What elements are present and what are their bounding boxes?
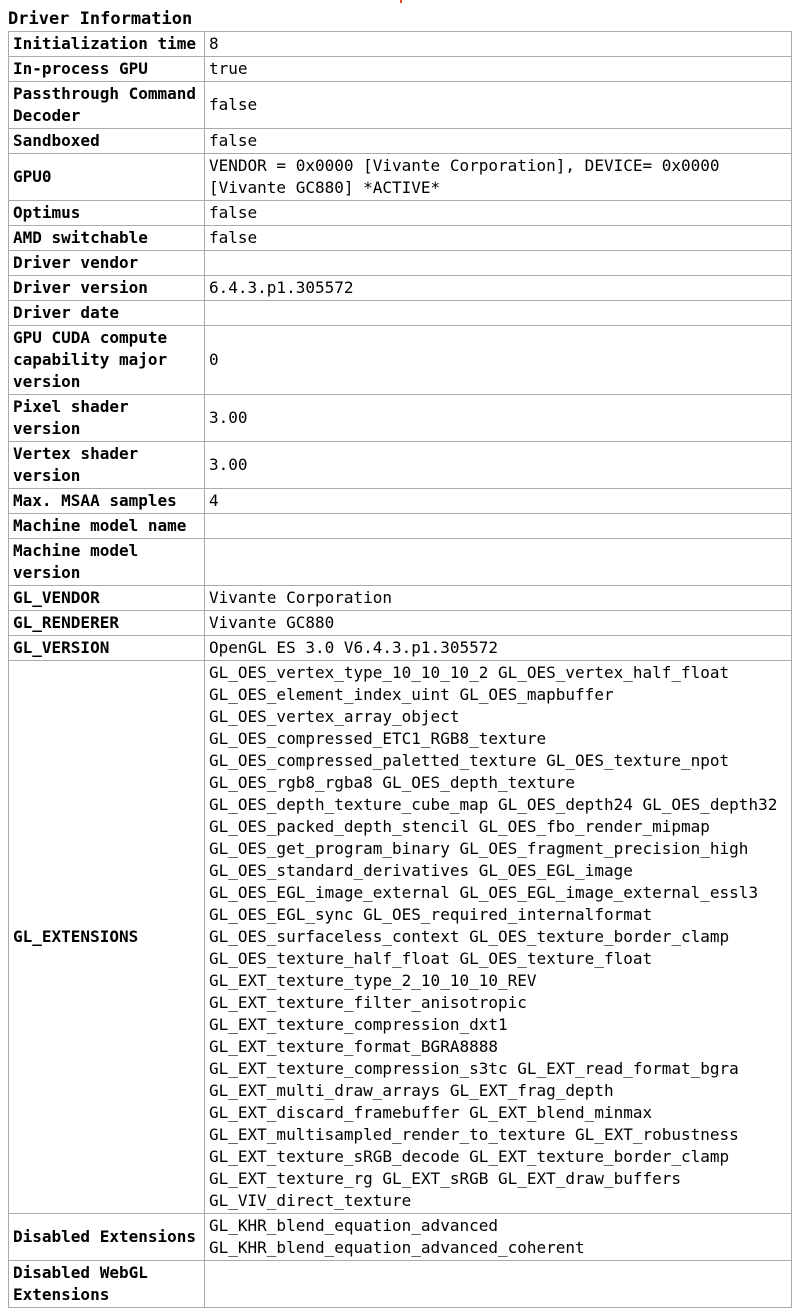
extension-entry: GL_EXT_texture_compression_dxt1	[209, 1015, 508, 1034]
row-key: GPU0	[9, 154, 205, 201]
row-value: true	[205, 57, 792, 82]
row-value	[205, 301, 792, 326]
extension-entry: GL_OES_compressed_paletted_texture GL_OES_texture_npot	[209, 751, 730, 770]
table-row	[9, 276, 792, 301]
row-value: VENDOR = 0x0000 [Vivante Corporation], DEVICE= 0x0000 [Vivante GC880] *ACTIVE*	[205, 154, 792, 201]
row-key: Max. MSAA samples	[9, 489, 205, 514]
table-row	[9, 82, 792, 129]
extension-entry: GL_KHR_blend_equation_advanced	[209, 1216, 498, 1235]
table-row	[9, 586, 792, 611]
extension-entry: GL_OES_EGL_image_external GL_OES_EGL_image_external_essl3	[209, 883, 759, 902]
row-key: Driver vendor	[9, 251, 205, 276]
row-key: GL_EXTENSIONS	[9, 661, 205, 1214]
row-value: 8	[205, 32, 792, 57]
table-row	[9, 611, 792, 636]
row-value: Vivante Corporation	[205, 586, 792, 611]
extension-entry: GL_OES_get_program_binary GL_OES_fragment_precision_high	[209, 839, 749, 858]
extension-entry: GL_EXT_discard_framebuffer GL_EXT_blend_minmax	[209, 1103, 653, 1122]
table-row	[9, 395, 792, 442]
row-value: false	[205, 82, 792, 129]
gl-extensions-list	[205, 661, 792, 1214]
row-value	[205, 251, 792, 276]
extension-entry: GL_OES_packed_depth_stencil GL_OES_fbo_render_mipmap	[209, 817, 710, 836]
extension-entry: GL_KHR_blend_equation_advanced_coherent	[209, 1238, 585, 1257]
row-key: GL_RENDERER	[9, 611, 205, 636]
row-value: 3.00	[205, 395, 792, 442]
extension-entry: GL_EXT_multisampled_render_to_texture GL_EXT_robustness	[209, 1125, 739, 1144]
row-value: 4	[205, 489, 792, 514]
extension-entry: GL_EXT_texture_type_2_10_10_10_REV	[209, 971, 537, 990]
extension-entry: GL_OES_vertex_type_10_10_10_2 GL_OES_vertex_half_float	[209, 663, 730, 682]
row-key: GPU CUDA compute capability major version	[9, 326, 205, 395]
extension-entry: GL_EXT_texture_format_BGRA8888	[209, 1037, 498, 1056]
table-row	[9, 442, 792, 489]
row-key: Driver date	[9, 301, 205, 326]
row-key: Machine model version	[9, 539, 205, 586]
extension-entry: GL_EXT_texture_rg GL_EXT_sRGB GL_EXT_draw_buffers	[209, 1169, 682, 1188]
extension-entry: GL_VIV_direct_texture	[209, 1191, 412, 1210]
table-row	[9, 514, 792, 539]
page-title: Driver Information	[8, 9, 193, 29]
table-row-disabled-webgl	[9, 1261, 792, 1308]
row-key: Disabled Extensions	[9, 1214, 205, 1261]
row-key: Disabled WebGL Extensions	[9, 1261, 205, 1308]
table-row	[9, 251, 792, 276]
extension-entry: GL_OES_element_index_uint GL_OES_mapbuffer	[209, 685, 614, 704]
row-key: AMD switchable	[9, 226, 205, 251]
table-row	[9, 226, 792, 251]
table-row-gl-extensions	[9, 661, 792, 1214]
extension-entry: GL_EXT_texture_compression_s3tc GL_EXT_read_format_bgra	[209, 1059, 739, 1078]
extension-entry: GL_OES_surfaceless_context GL_OES_texture_border_clamp	[209, 927, 730, 946]
table-row	[9, 57, 792, 82]
extension-entry: GL_OES_EGL_sync GL_OES_required_internalformat	[209, 905, 653, 924]
driver-info-table	[8, 31, 792, 1308]
extension-entry: GL_OES_standard_derivatives GL_OES_EGL_image	[209, 861, 633, 880]
row-key: Initialization time	[9, 32, 205, 57]
table-row	[9, 326, 792, 395]
table-row	[9, 489, 792, 514]
row-value: Vivante GC880	[205, 611, 792, 636]
row-value: 6.4.3.p1.305572	[205, 276, 792, 301]
table-row	[9, 301, 792, 326]
row-key: GL_VERSION	[9, 636, 205, 661]
extension-entry: GL_OES_depth_texture_cube_map GL_OES_depth24 GL_OES_depth32	[209, 795, 778, 814]
row-value	[205, 1261, 792, 1308]
row-key: Optimus	[9, 201, 205, 226]
row-key: Machine model name	[9, 514, 205, 539]
row-key: GL_VENDOR	[9, 586, 205, 611]
row-value: 3.00	[205, 442, 792, 489]
row-key: Passthrough Command Decoder	[9, 82, 205, 129]
table-row-disabled-extensions	[9, 1214, 792, 1261]
row-key: Sandboxed	[9, 129, 205, 154]
row-key: Vertex shader version	[9, 442, 205, 489]
disabled-extensions-list	[205, 1214, 792, 1261]
top-indicator-mark	[400, 0, 402, 3]
row-key: In-process GPU	[9, 57, 205, 82]
extension-entry: GL_OES_compressed_ETC1_RGB8_texture	[209, 729, 547, 748]
extension-entry: GL_EXT_multi_draw_arrays GL_EXT_frag_depth	[209, 1081, 614, 1100]
driver-info-body	[9, 32, 792, 1308]
row-value: false	[205, 201, 792, 226]
row-key: Pixel shader version	[9, 395, 205, 442]
table-row	[9, 32, 792, 57]
extension-entry: GL_EXT_texture_sRGB_decode GL_EXT_texture_border_clamp	[209, 1147, 730, 1166]
extension-entry: GL_OES_texture_half_float GL_OES_texture_float	[209, 949, 653, 968]
table-row	[9, 129, 792, 154]
row-value	[205, 539, 792, 586]
table-row	[9, 154, 792, 201]
table-row	[9, 539, 792, 586]
extension-entry: GL_OES_vertex_array_object	[209, 707, 460, 726]
table-row	[9, 636, 792, 661]
row-value: OpenGL ES 3.0 V6.4.3.p1.305572	[205, 636, 792, 661]
row-key: Driver version	[9, 276, 205, 301]
row-value	[205, 514, 792, 539]
row-value: 0	[205, 326, 792, 395]
extension-entry: GL_OES_rgb8_rgba8 GL_OES_depth_texture	[209, 773, 576, 792]
table-row	[9, 201, 792, 226]
extension-entry: GL_EXT_texture_filter_anisotropic	[209, 993, 527, 1012]
row-value: false	[205, 226, 792, 251]
row-value: false	[205, 129, 792, 154]
